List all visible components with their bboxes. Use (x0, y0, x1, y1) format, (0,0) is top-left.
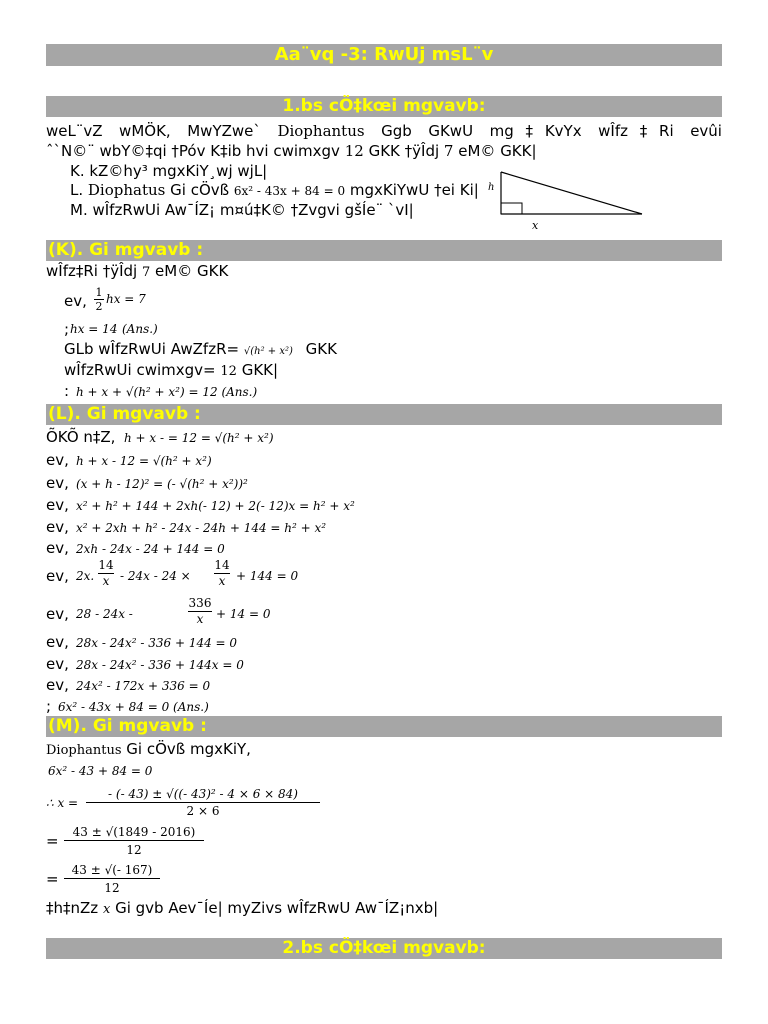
fraction-numerator: - (- 43) ± √((- 43)² - 4 × 6 × 84) (86, 786, 320, 803)
text: GKK (305, 340, 337, 358)
text: wÎfz‡Ri †ÿÎdj (46, 262, 138, 280)
fraction (64, 862, 160, 897)
fraction-numerator: 336 (188, 596, 212, 610)
fraction-denominator: x (102, 574, 110, 588)
part-m-heading: (M). Gi mgvavb : (46, 716, 722, 737)
part-k-hypotenuse (64, 340, 337, 361)
fraction (214, 558, 230, 589)
equation: + 14 = 0 (216, 607, 271, 621)
equation: 24x² - 172x + 336 = 0 (76, 679, 211, 693)
ev-label: ev, (46, 605, 69, 623)
equation: (x + h - 12)² = (- √(h² + x²))² (76, 477, 248, 491)
base-label: x (532, 219, 539, 232)
ev-label: ev, (64, 292, 87, 310)
ev-label: ev, (46, 633, 69, 651)
page-title: Aa¨vq -3: RwUj msL¨v (46, 44, 722, 66)
equation: 28x - 24x² - 336 + 144x = 0 (76, 658, 244, 672)
area-value: 7 (443, 142, 454, 160)
text: Gi gvb Aev¯Íe| myZivs wÎfzRwU Aw¯ÍZ¡nxb| (115, 899, 439, 917)
answer-tag: (Ans.) (122, 322, 158, 336)
text: eM© GKK (155, 262, 229, 280)
text: wÎfzRwUi cwimxgv= (64, 361, 216, 379)
right-triangle-diagram (490, 170, 650, 232)
text: GKK| (241, 361, 279, 379)
equation: h + x - 12 = √(h² + x²) (76, 454, 212, 468)
section1-heading: 1.bs cÖ‡kœi mgvavb: (46, 96, 722, 117)
intro-line-1 (46, 122, 722, 140)
equation: x² + h² + 144 + 2xh(- 12) + 2(- 12)x = h² + x² (76, 499, 355, 513)
text: Gi cÖvß mgxKiY, (126, 740, 251, 758)
equation: 6x² - 43x + 84 = 0 (Ans.) (58, 700, 209, 714)
equation: 28 - 24x - (76, 607, 133, 621)
fraction-numerator: 14 (98, 558, 114, 572)
quadratic-formula (46, 786, 326, 822)
equation: 28x - 24x² - 336 + 144 = 0 (76, 636, 238, 650)
task-m: M. wÎfzRwUi Aw¯ÍZ¡ m¤ú‡K© †Zvgvi gšÍe¨ `vI| (70, 201, 414, 219)
equation: + 144 = 0 (236, 569, 299, 583)
text: ÕKÕ n‡Z, (46, 428, 116, 446)
fraction (86, 786, 320, 819)
diophantus-name: Diophantus (46, 743, 122, 758)
intro-text: eM© GKK| (458, 142, 537, 160)
ev-label: ev, (46, 474, 69, 492)
task-k: K. kZ©hy³ mgxKiY¸wj wjL| (70, 162, 268, 180)
equation: 2xh - 24x - 24 + 144 = 0 (76, 542, 225, 556)
fraction (98, 558, 114, 589)
text: GLb wÎfzRwUi AwZfzR= (64, 340, 240, 358)
ev-label: ev, (46, 539, 69, 557)
part-k-perimeter (64, 361, 278, 381)
fraction (64, 824, 204, 859)
equation: x² + 2xh + h² - 24x - 24h + 144 = h² + x² (76, 521, 327, 535)
equation: h + x + √(h² + x²) = 12 (Ans.) (76, 385, 258, 399)
text: ‡h‡nZz (46, 899, 99, 917)
equation: 2x. (76, 569, 95, 583)
part-l-step-fraction (46, 596, 346, 630)
fraction-denominator: 2 (95, 300, 103, 313)
intro-line-2 (46, 142, 537, 160)
equals-sign: = (46, 832, 59, 850)
diophatus-name: Diophatus (87, 181, 166, 199)
part-k-heading: (K). Gi mgvavb : (46, 240, 722, 261)
fraction-numerator: 14 (214, 558, 230, 572)
part-k-line1 (46, 262, 228, 282)
task-l-text: mgxKiYwU †ei Ki| (349, 181, 479, 199)
equation: - 24x - 24 × (120, 569, 191, 583)
equation: hx = 14 (70, 322, 118, 336)
fraction-numerator: 1 (95, 286, 103, 299)
equation: hx = 7 (106, 292, 146, 306)
part-l-step-fraction (46, 558, 346, 592)
fraction-denominator: 12 (126, 843, 142, 857)
ev-label: ev, (46, 567, 69, 585)
task-l-text: Gi cÖvß (170, 181, 230, 199)
equals-sign: = (46, 870, 59, 888)
fraction-denominator: 12 (104, 881, 120, 895)
part-m-line1 (46, 740, 251, 760)
hypotenuse-expr: √(h² + x²) (243, 346, 293, 357)
fraction-numerator: 43 ± √(- 167) (64, 862, 160, 879)
fraction (188, 596, 212, 627)
intro-text: GKK †ÿÎdj (368, 142, 440, 160)
perimeter-value: 12 (220, 364, 237, 379)
root-step-2 (46, 862, 246, 898)
fraction-denominator: 2 × 6 (186, 804, 220, 818)
ev-label: ev, (46, 496, 69, 514)
fraction-denominator: x (196, 612, 204, 626)
fraction-numerator: 43 ± √(1849 - 2016) (64, 824, 204, 841)
part-m-eq1: 6x² - 43 + 84 = 0 (48, 764, 153, 778)
task-l-equation: 6x² - 43x + 84 = 0 (233, 184, 346, 198)
semicolon: ; (46, 697, 52, 715)
therefore-x: ∴ x = (46, 796, 79, 810)
height-label: h (488, 182, 495, 193)
intro-text: ˆ`N©¨ wbY©‡qi †Póv K‡ib hvi cwimxgv (46, 142, 340, 160)
part-l-heading: (L). Gi mgvavb : (46, 404, 722, 425)
intro-text: Ggb GKwU mg‡KvYx wÎfz‡Ri evûi (381, 122, 722, 140)
area-value: 7 (141, 265, 151, 280)
ev-label: ev, (46, 655, 69, 673)
task-l (70, 181, 479, 200)
half-fraction (94, 286, 104, 313)
ev-label: ev, (46, 676, 69, 694)
section2-heading: 2.bs cÖ‡kœi mgvavb: (46, 938, 722, 959)
root-step-1 (46, 824, 246, 860)
ev-label: ev, (46, 451, 69, 469)
intro-text: weL¨vZ wMÖK, MwYZwe` (46, 122, 261, 140)
diophantus-name: Diophantus (277, 122, 365, 140)
ev-label: ev, (46, 518, 69, 536)
task-l-label: L. (70, 181, 84, 199)
variable-x: x (102, 902, 111, 917)
semicolon: ; (64, 320, 70, 338)
part-m-conclusion (46, 899, 438, 919)
fraction-denominator: x (218, 574, 226, 588)
equation: h + x - = 12 = √(h² + x²) (124, 431, 274, 445)
colon: : (64, 382, 70, 400)
perimeter-value: 12 (344, 142, 364, 160)
right-angle-marker (501, 203, 522, 214)
